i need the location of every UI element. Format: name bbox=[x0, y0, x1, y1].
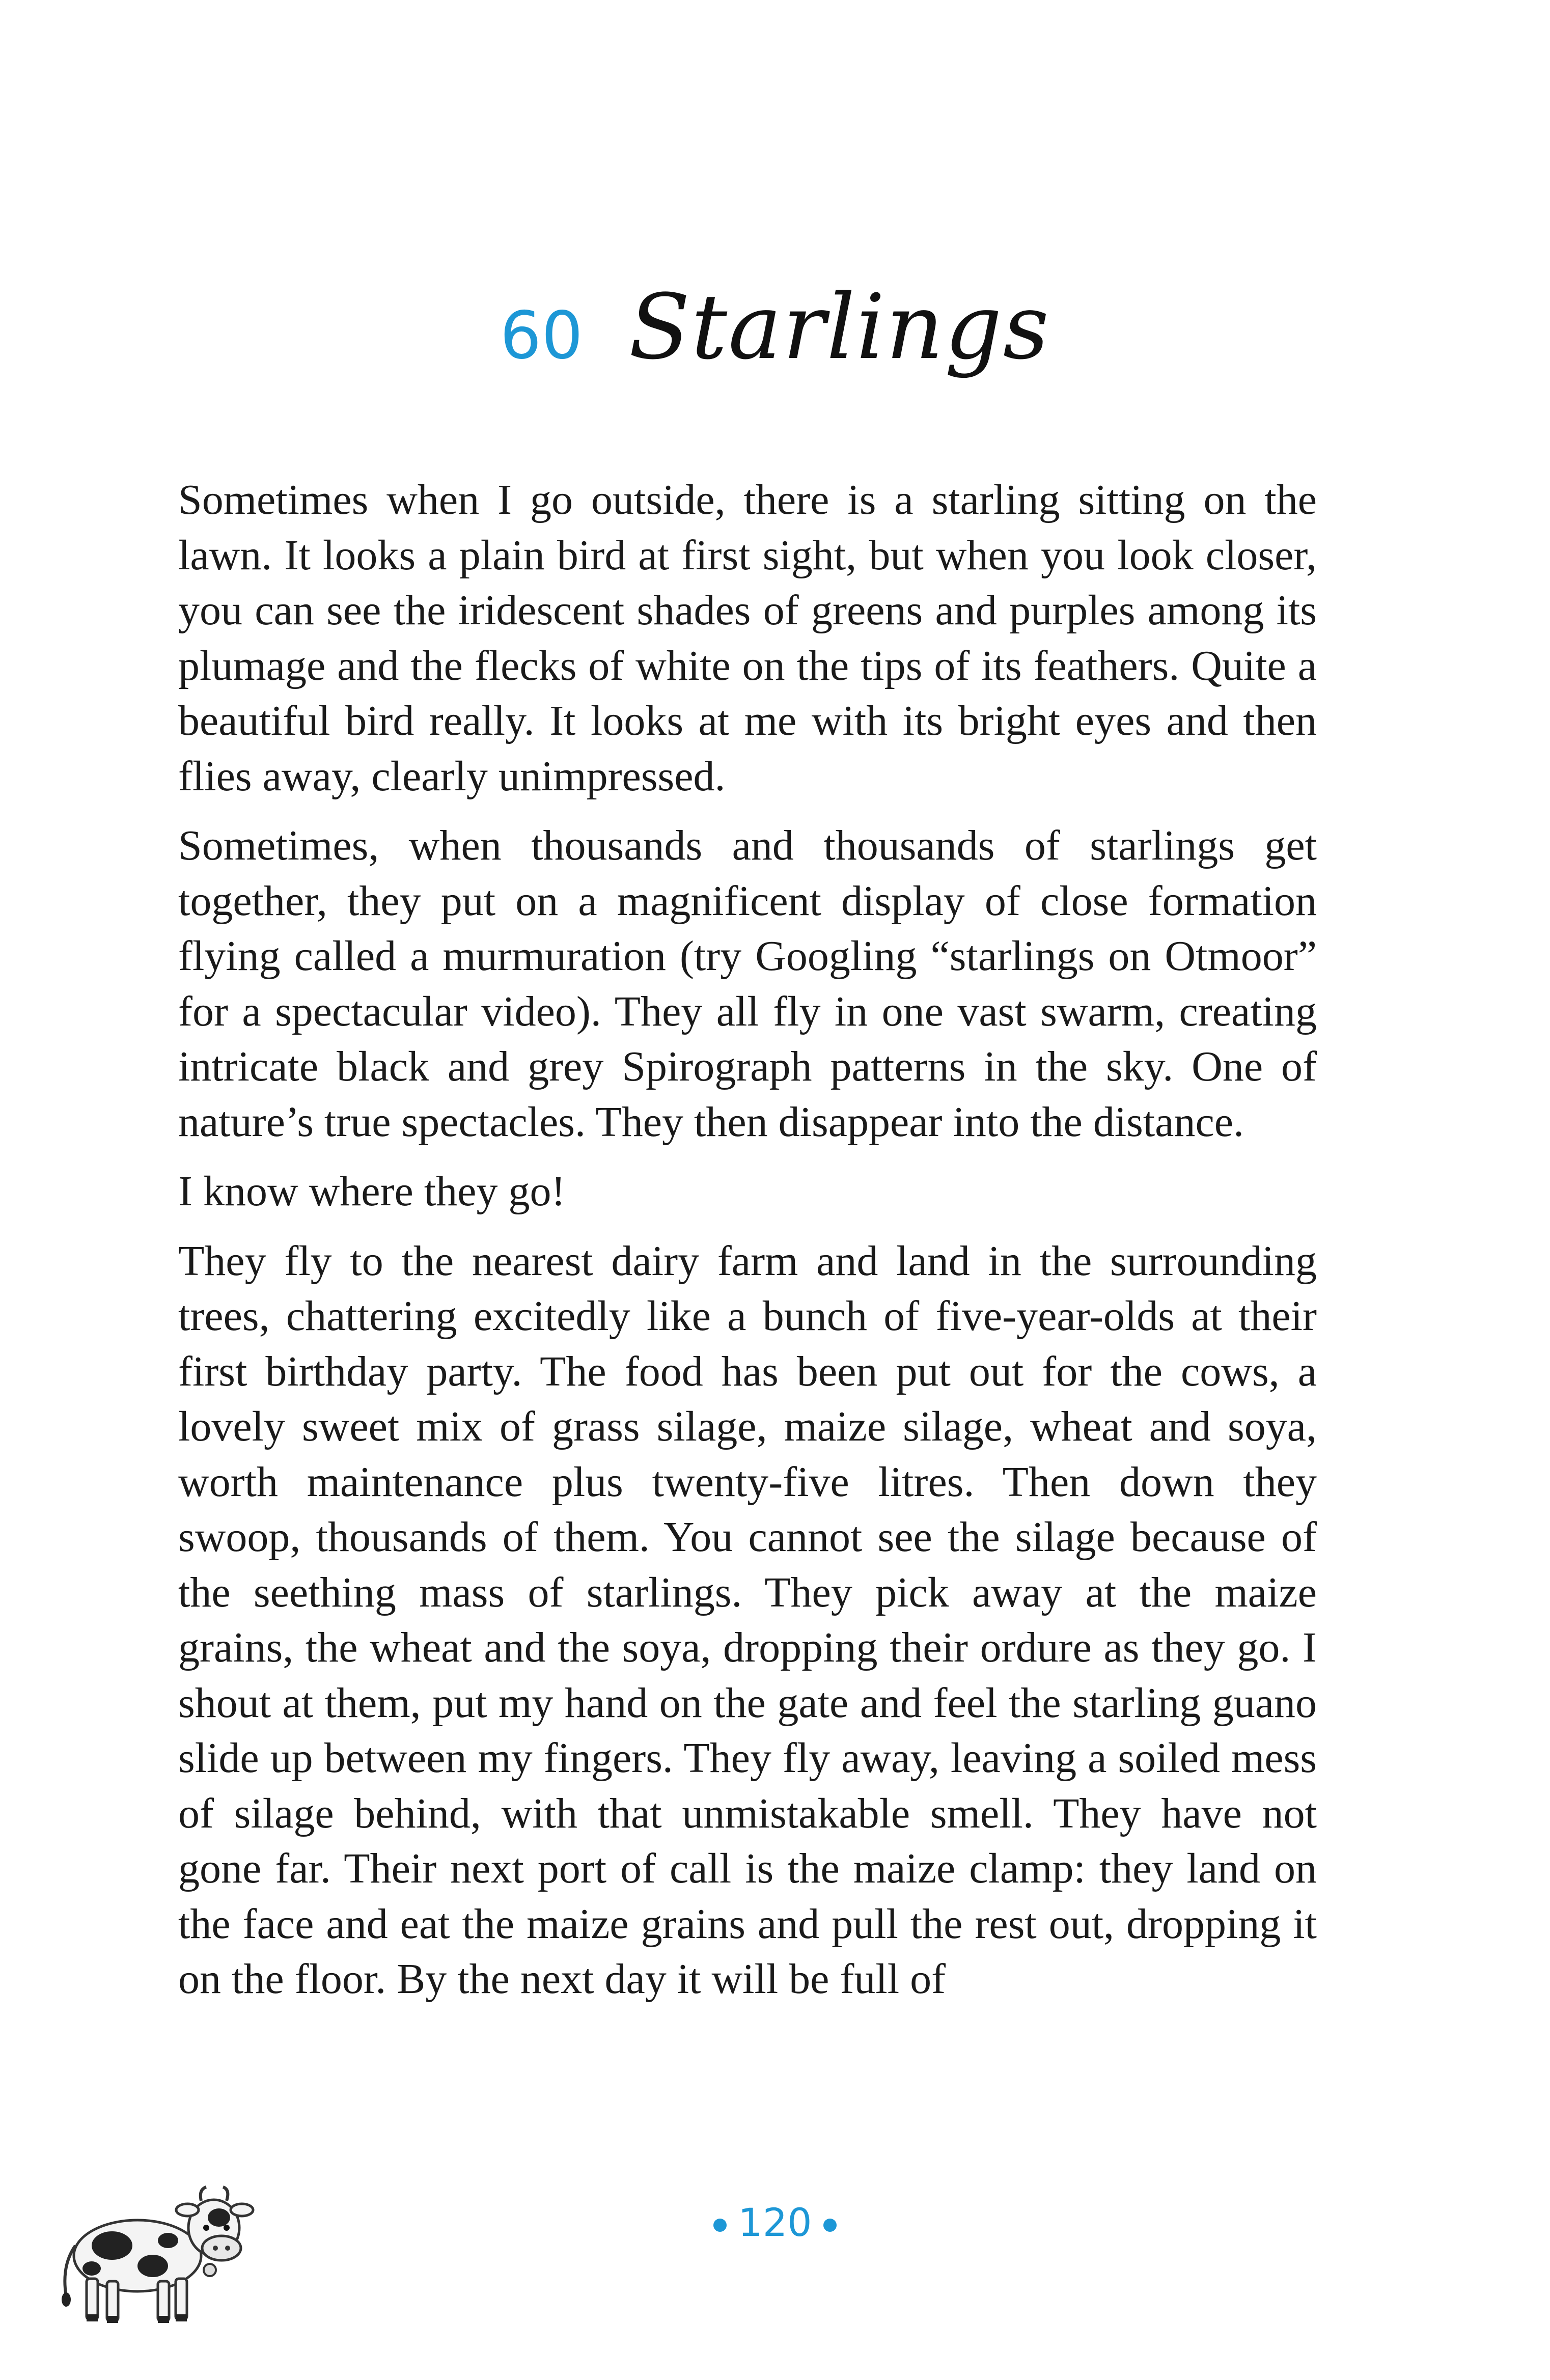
paragraph: They fly to the nearest dairy farm and land in the surrounding trees, chattering excitedly like a bunch of five-year-olds at their first birthday party. The food has been put out for the cows, a lovely sweet mix of grass silage, maize silage, wheat and soya, worth maintenance plus twenty-five litres. Then down they swoop, thousands of them. You cannot see the silage because of the seething mass of starlings. They pick away at the maize grains, the wheat and the soya, dropping their ordure as they go. I shout at them, put my hand on the gate and feel the starling guano slide up between my fingers. They fly away, leaving a soiled mess of silage behind, with that unmistakable smell. They have not gone far. Their next port of call is the maize clamp: they land on the face and eat the maize grains and pull the rest out, dropping it on the floor. By the next day it will be full of bbox=[178, 1237, 1317, 2003]
chapter-number: 60 bbox=[500, 298, 583, 374]
paragraph: I know where they go! bbox=[178, 1168, 566, 1215]
paragraph: Sometimes when I go outside, there is a starling sitting on the lawn. It looks a plain bird at first sight, but when you look closer, you can see the iridescent shades of greens and purples among its plumage and the flecks of white on the tips of its feathers. Quite a beautiful bird really. It looks at me with its bright eyes and then flies away, clearly unimpressed. bbox=[178, 476, 1317, 800]
page-footer bbox=[0, 2200, 1550, 2245]
chapter-body bbox=[178, 473, 1317, 2022]
page-number: 120 bbox=[738, 2200, 812, 2245]
chapter-title: Starlings bbox=[628, 275, 1050, 379]
paragraph: Sometimes, when thousands and thousands of starlings get together, they put on a magnificent display of close formation flying called a murmuration (try Googling “starlings on Otmoor” for a spectacular video). They all fly in one vast swarm, creating intricate black and grey Spirograph patterns in the sky. One of nature’s true spectacles. They then disappear into the distance. bbox=[178, 822, 1317, 1146]
chapter-heading bbox=[0, 275, 1550, 379]
bullet-icon bbox=[823, 2219, 837, 2232]
bullet-icon bbox=[713, 2219, 727, 2232]
